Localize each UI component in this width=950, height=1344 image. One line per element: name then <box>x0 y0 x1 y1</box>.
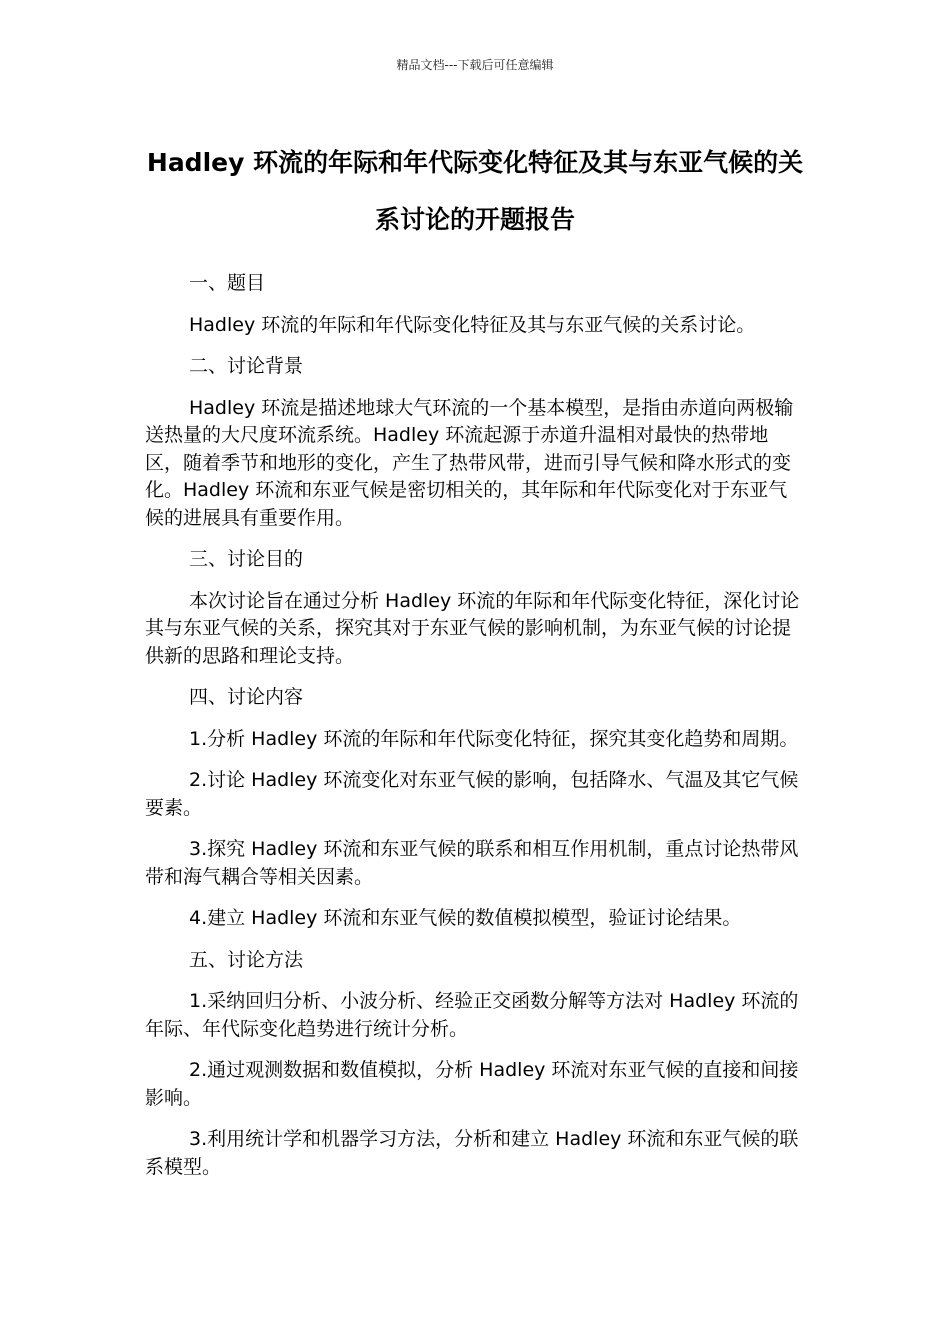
content-item: 1.分析 Hadley 环流的年际和年代际变化特征，探究其变化趋势和周期。 <box>189 727 799 750</box>
section-heading-topic: 一、题目 <box>189 272 266 294</box>
section-body-topic: Hadley 环流的年际和年代际变化特征及其与东亚气候的关系讨论。 <box>189 313 756 336</box>
section-body-background: Hadley 环流是描述地球大气环流的一个基本模型，是指由赤道向两极输送热量的大尺度环流系统。Hadley 环流起源于赤道升温相对最快的热带地区，随着季节和地形的变化，产生了热带风带，进而引导气候和降水形式的变化。Hadley 环流和东亚气候是密切相关的，其年际和年代际变化对于东亚气候的进展具有重要作用。 <box>145 396 794 529</box>
document-title: Hadley 环流的年际和年代际变化特征及其与东亚气候的关系讨论的开题报告 <box>146 148 804 234</box>
section-body-purpose: 本次讨论旨在通过分析 Hadley 环流的年际和年代际变化特征，深化讨论其与东亚气候的关系，探究其对于东亚气候的影响机制，为东亚气候的讨论提供新的思路和理论支持。 <box>145 589 800 667</box>
method-item: 2.通过观测数据和数值模拟，分析 Hadley 环流对东亚气候的直接和间接影响。 <box>145 1059 799 1109</box>
method-item: 1.采纳回归分析、小波分析、经验正交函数分解等方法对 Hadley 环流的年际、年代际变化趋势进行统计分析。 <box>145 990 799 1040</box>
section-heading-content: 四、讨论内容 <box>189 686 304 708</box>
method-item: 3.利用统计学和机器学习方法，分析和建立 Hadley 环流和东亚气候的联系模型。 <box>145 1128 799 1178</box>
content-item: 2.讨论 Hadley 环流变化对东亚气候的影响，包括降水、气温及其它气候要素。 <box>145 769 799 819</box>
section-heading-methods: 五、讨论方法 <box>189 948 304 971</box>
section-heading-purpose: 三、讨论目的 <box>189 548 304 570</box>
content-item: 4.建立 Hadley 环流和东亚气候的数值模拟模型，验证讨论结果。 <box>189 907 742 929</box>
document-body <box>145 270 805 1195</box>
section-heading-background: 二、讨论背景 <box>189 355 304 377</box>
header-note: 精品文档---下载后可任意编辑 <box>396 58 554 72</box>
content-item: 3.探究 Hadley 环流和东亚气候的联系和相互作用机制，重点讨论热带风带和海气耦合等相关因素。 <box>145 838 799 888</box>
